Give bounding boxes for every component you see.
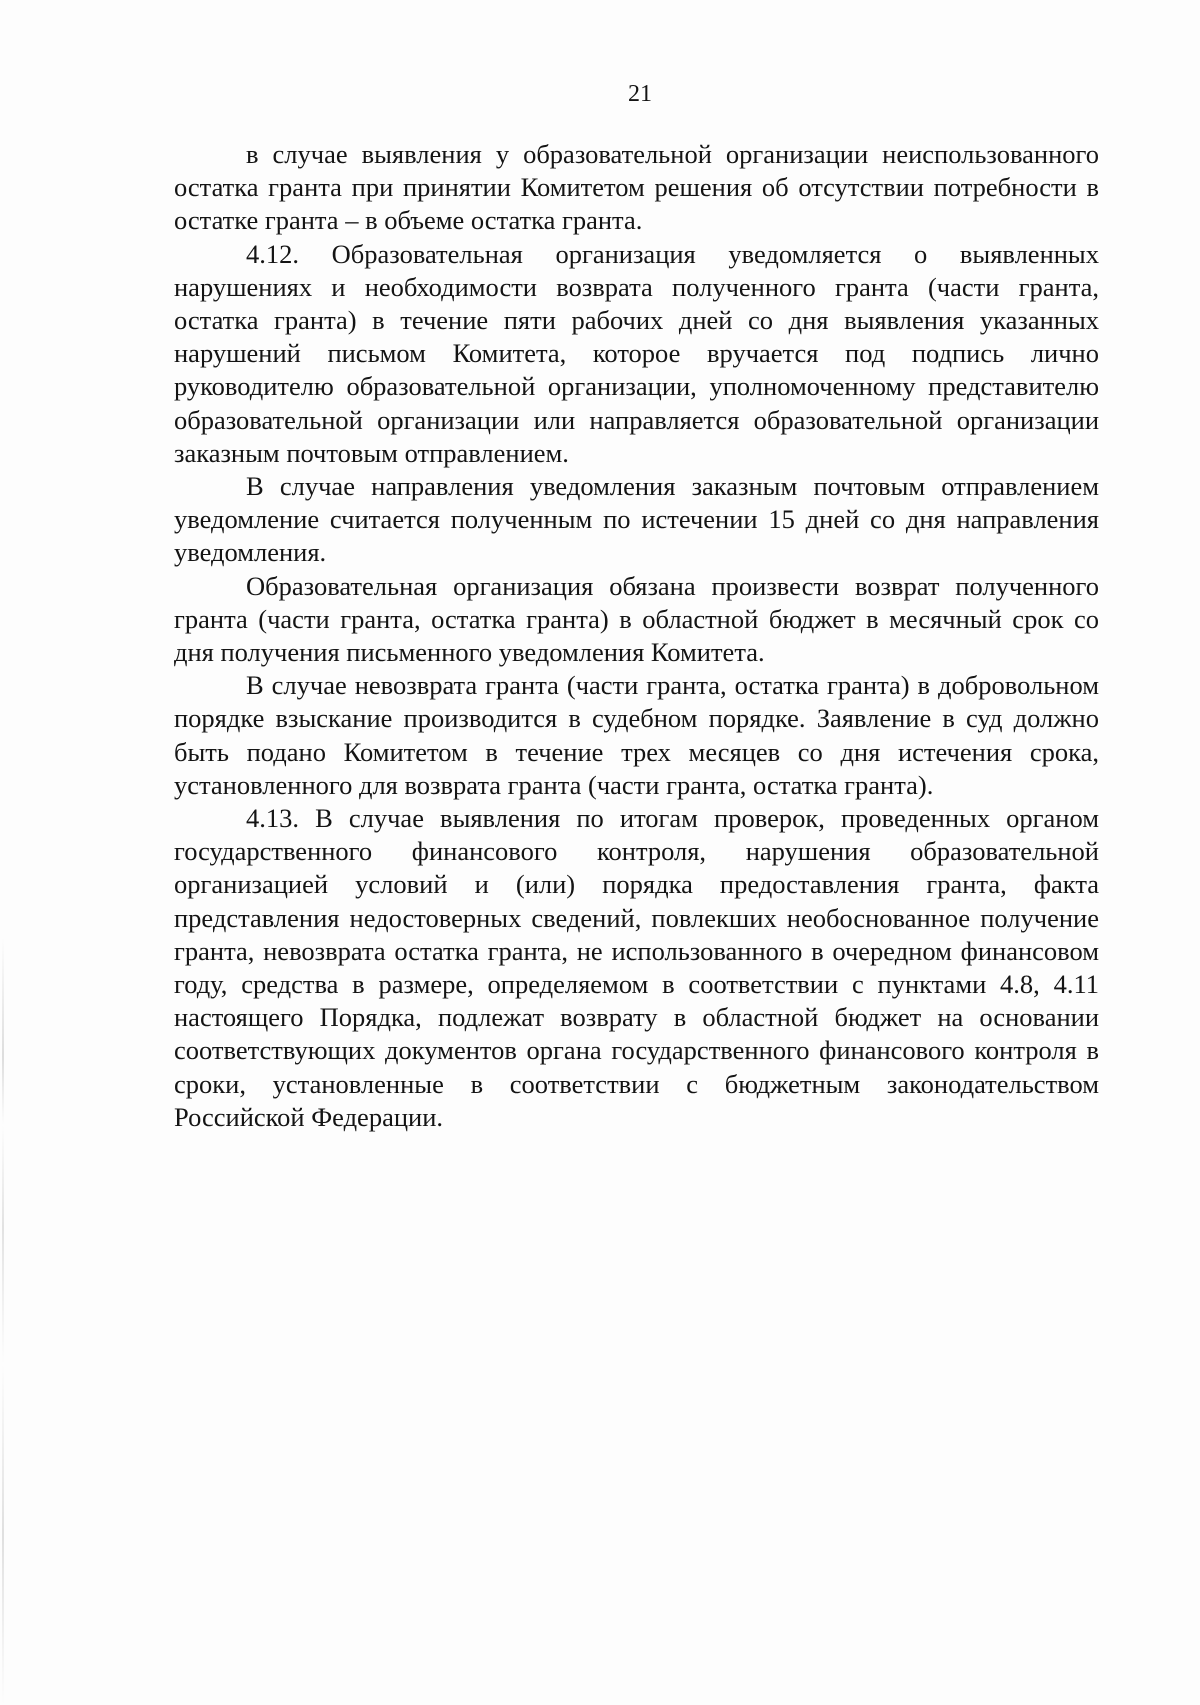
document-body (174, 138, 1099, 1134)
paragraph-refund-obligation: Образовательная организация обязана произвести возврат полученного гранта (части гранта, остатка гранта) в областной бюджет в месячный срок со дня получения письменного уведомления Комитета. (174, 570, 1099, 668)
paragraph-unused-balance: в случае выявления у образовательной организации неиспользованного остатка гранта при принятии Комитетом решения об отсутствии потребности в остатке гранта – в объеме остатка гранта. (174, 139, 1099, 236)
paragraph-court-recovery: В случае невозврата гранта (части гранта, остатка гранта) в добровольном порядке взыскание производится в судебном порядке. Заявление в суд должно быть подано Комитетом в течение трех месяцев со дня истечения срока, установленного для возврата гранта (части гранта, остатка гранта). (174, 670, 1099, 800)
scan-edge-artifact (2, 0, 4, 1705)
paragraph-4-12-notification: 4.12. Образовательная организация уведомляется о выявленных нарушениях и необходимости возврата полученного гранта (части гранта, остатка гранта) в течение пяти рабочих дней со дня выявления указанных нарушений письмом Комитета, которое вручается под подпись лично руководителю образовательной организации, уполномоченному представителю образовательной организации или направляется образовательной организации заказным почтовым отправлением. (174, 238, 1099, 468)
paragraph-registered-mail: В случае направления уведомления заказным почтовым отправлением уведомление считается полученным по истечении 15 дней со дня направления уведомления. (174, 471, 1099, 568)
paragraph-4-13-audit-violations: 4.13. В случае выявления по итогам проверок, проведенных органом государственного финансового контроля, нарушения образовательной организацией условий и (или) порядка предоставления гранта, факта представления недостоверных сведений, повлекших необоснованное получение гранта, невозврата остатка гранта, не использованного в очередном финансовом году, средства в размере, определяемом в соответствии с пунктами 4.8, 4.11 настоящего Порядка, подлежат возврату в областной бюджет на основании соответствующих документов органа государственного финансового контроля в сроки, установленные в соответствии с бюджетным законодательством Российской Федерации. (174, 803, 1099, 1132)
page-number: 21 (628, 81, 652, 107)
